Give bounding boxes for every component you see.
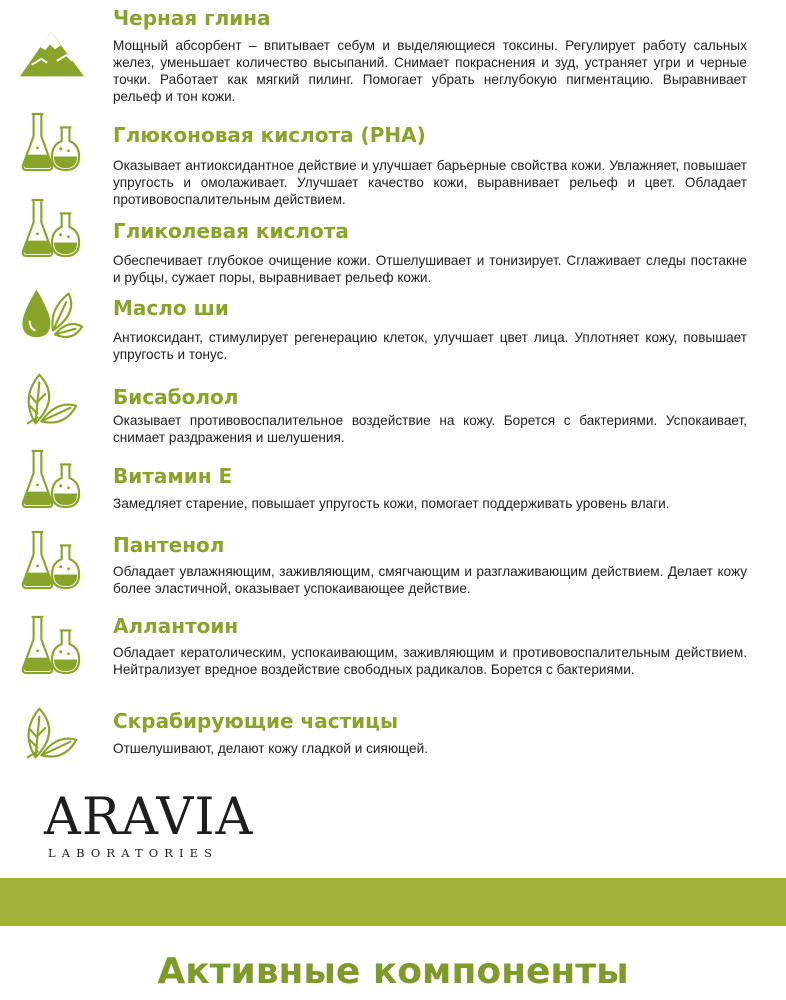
ingredient-title: Аллантоин bbox=[113, 614, 239, 638]
ingredient-description: Замедляет старение, повышает упругость кожи, помогает поддерживать уровень влаги. bbox=[113, 496, 670, 511]
flasks-icon bbox=[18, 197, 86, 259]
ingredient-description: Отшелушивают, делают кожу гладкой и сияющей. bbox=[113, 741, 428, 756]
ingredient-title: Глюконовая кислота (PHA) bbox=[113, 123, 426, 147]
leaf-icon bbox=[18, 367, 86, 429]
ingredient-title: Черная глина bbox=[113, 6, 271, 30]
ingredient-description: Обеспечивает глубокое очищение кожи. Отшелушивает и тонизирует. Сглаживает следы постакне и рубцы, сужает поры, выравнивает рельеф кожи. bbox=[113, 253, 747, 285]
oil-drop-leaf-icon bbox=[18, 282, 86, 344]
mountain-icon bbox=[18, 26, 86, 88]
page-title: Активные компоненты bbox=[157, 951, 629, 992]
brand-subtitle: LABORATORIES bbox=[48, 846, 219, 860]
ingredient-title: Масло ши bbox=[113, 296, 229, 320]
flasks-icon bbox=[18, 614, 86, 676]
leaf-icon bbox=[18, 701, 86, 763]
accent-band bbox=[0, 878, 786, 926]
ingredient-title: Пантенол bbox=[113, 533, 225, 557]
flasks-icon bbox=[18, 448, 86, 510]
ingredient-description: Мощный абсорбент – впитывает себум и выделяющиеся токсины. Регулирует работу сальных желез, уменьшает количество высыпаний. Снимает покраснения и зуд, устраняет угри и черные точки. Работает как мягкий пилинг. Помогает убрать неглубокую пигментацию. Выравнивает рельеф и тон кожи. bbox=[113, 38, 747, 104]
ingredient-description: Оказывает противовоспалительное воздействие на кожу. Борется с бактериями. Успокаивает, снимает раздражения и шелушения. bbox=[113, 413, 747, 445]
brand-name: ARAVIA bbox=[44, 788, 254, 847]
ingredient-title: Витамин Е bbox=[113, 464, 233, 488]
ingredient-description: Антиоксидант, стимулирует регенерацию клеток, улучшает цвет лица. Уплотняет кожу, повышает упругость и тонус. bbox=[113, 330, 747, 362]
brand-logo bbox=[44, 790, 266, 865]
flasks-icon bbox=[18, 529, 86, 591]
ingredient-title: Бисаболол bbox=[113, 385, 239, 409]
ingredient-title: Скрабирующие частицы bbox=[113, 709, 399, 733]
ingredient-description: Обладает увлажняющим, заживляющим, смягчающим и разглаживающим действием. Делает кожу более эластичной, оказывает успокаивающее действие. bbox=[113, 564, 747, 596]
ingredient-description: Оказывает антиоксидантное действие и улучшает барьерные свойства кожи. Увлажняет, повышает упругость и омолаживает. Улучшает качество кожи, выравнивает рельеф и цвет. Обладает противовоспалительным действием. bbox=[113, 158, 747, 207]
ingredient-title: Гликолевая кислота bbox=[113, 219, 349, 243]
flasks-icon bbox=[18, 111, 86, 173]
ingredient-description: Обладает кератолическим, успокаивающим, заживляющим и противовоспалительным действием. Нейтрализует вредное воздействие свободных радикалов. Борется с бактериями. bbox=[113, 645, 747, 677]
